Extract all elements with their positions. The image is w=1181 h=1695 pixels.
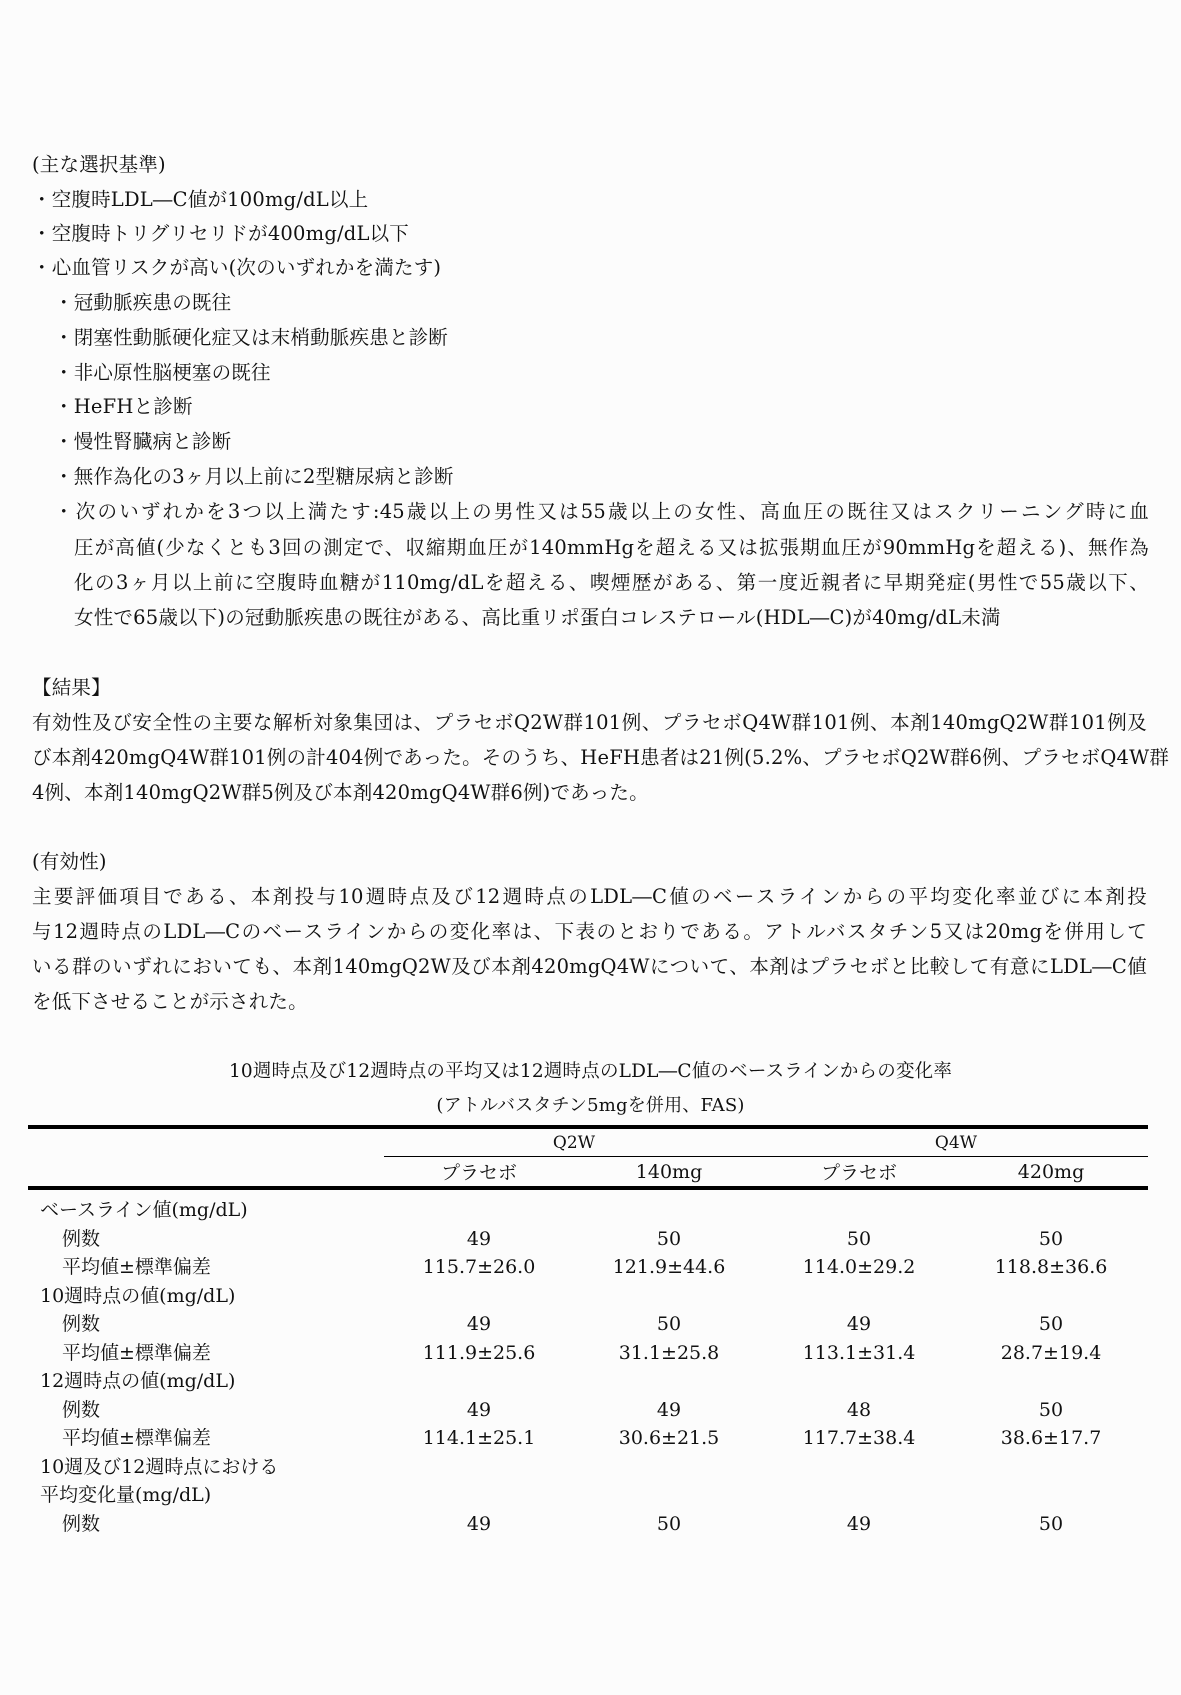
table-row — [28, 1310, 1148, 1339]
criteria-sub-bullet: ・無作為化の3ヶ月以上前に2型糖尿病と診断 — [54, 465, 454, 488]
table-cell — [954, 1453, 1148, 1482]
row-label: 例数 — [62, 1227, 101, 1250]
table-cell: 117.7±38.4 — [802, 1427, 916, 1449]
criteria-bullet: ・空腹時LDL―C値が100mg/dL以上 — [32, 188, 369, 211]
table-cell — [764, 1282, 954, 1311]
row-label: 例数 — [62, 1512, 101, 1535]
table-cell: 50 — [1038, 1227, 1064, 1250]
table-row — [28, 1188, 1148, 1225]
table-cell: 49 — [846, 1313, 872, 1335]
criteria-bullet: ・心血管リスクが高い(次のいずれかを満たす) — [32, 256, 442, 279]
efficacy-paragraph-line: いる群のいずれにおいても、本剤140mgQ2W及び本剤420mgQ4Wについて、本剤はプラセボと比較して有意にLDL―C値 — [32, 955, 1147, 978]
criteria-sub-bullet: ・閉塞性動脈硬化症又は末梢動脈疾患と診断 — [54, 326, 449, 349]
table-cell: 30.6±21.5 — [618, 1427, 720, 1449]
table-cell: 113.1±31.4 — [802, 1341, 916, 1364]
row-label: 平均値±標準偏差 — [62, 1427, 211, 1449]
row-label: 平均値±標準偏差 — [62, 1256, 211, 1278]
criteria-sub-bullet: ・慢性腎臓病と診断 — [54, 430, 232, 453]
table-cell: 49 — [846, 1512, 872, 1535]
results-heading: 【結果】 — [32, 676, 111, 699]
table-cell — [574, 1481, 764, 1510]
table-cell — [764, 1453, 954, 1482]
table-row — [28, 1424, 1148, 1453]
table-cell: 48 — [846, 1398, 872, 1421]
table-cell: 49 — [466, 1227, 492, 1250]
table-row — [28, 1510, 1148, 1539]
table-cell: 50 — [1038, 1512, 1064, 1535]
results-paragraph-line: 有効性及び安全性の主要な解析対象集団は、プラセボQ2W群101例、プラセボQ4W群101例、本剤140mgQ2W群101例及 — [32, 711, 1147, 734]
row-label: 10週及び12週時点における — [40, 1455, 279, 1478]
table-body — [28, 1188, 1148, 1538]
table-cell: 49 — [466, 1398, 492, 1421]
results-paragraph-line: 4例、本剤140mgQ2W群5例及び本剤420mgQ4W群6例)であった。 — [32, 781, 649, 804]
criteria-sub-bullet: ・非心原性脳梗塞の既往 — [54, 361, 271, 384]
group-header-q4w: Q4W — [764, 1127, 1148, 1157]
table-cell: 49 — [466, 1512, 492, 1535]
column-header: 420mg — [954, 1157, 1148, 1189]
table-cell — [764, 1188, 954, 1225]
table-cell — [384, 1453, 574, 1482]
table-cell: 50 — [1038, 1313, 1064, 1335]
results-table — [28, 1125, 1148, 1538]
table-title: 10週時点及び12週時点の平均又は12週時点のLDL―C値のベースラインからの変化率 — [228, 1061, 953, 1082]
row-label: 10週時点の値(mg/dL) — [40, 1284, 236, 1307]
criteria-sub-bullet: ・冠動脈疾患の既往 — [54, 291, 232, 314]
table-cell: 49 — [656, 1398, 682, 1421]
efficacy-paragraph-line: を低下させることが示された。 — [32, 990, 308, 1013]
table-cell: 28.7±19.4 — [1000, 1341, 1102, 1364]
table-cell: 38.6±17.7 — [1000, 1427, 1102, 1449]
table-cell — [954, 1481, 1148, 1510]
row-label: 平均値±標準偏差 — [62, 1341, 211, 1364]
table-cell — [574, 1282, 764, 1311]
criteria-heading: (主な選択基準) — [32, 153, 166, 176]
table-row — [28, 1225, 1148, 1254]
table-cell — [384, 1188, 574, 1225]
table-cell — [384, 1481, 574, 1510]
column-header: プラセボ — [384, 1157, 574, 1189]
efficacy-paragraph-line: 与12週時点のLDL―Cのベースラインからの変化率は、下表のとおりである。アトルバスタチン5又は20mgを併用して — [32, 920, 1147, 943]
criteria-sub-bullet-continuation: 化の3ヶ月以上前に空腹時血糖が110mg/dLを超える、喫煙歴がある、第一度近親者に早期発症(男性で55歳以下、 — [74, 571, 1149, 594]
table-cell — [954, 1282, 1148, 1311]
table-cell: 50 — [1038, 1398, 1064, 1421]
table-cell: 121.9±44.6 — [612, 1256, 726, 1278]
row-label: 平均変化量(mg/dL) — [40, 1484, 212, 1506]
table-cell — [384, 1367, 574, 1396]
row-label: 12週時点の値(mg/dL) — [40, 1370, 236, 1392]
table-cell: 50 — [656, 1512, 682, 1535]
group-header-q2w: Q2W — [384, 1127, 764, 1157]
results-paragraph-line: び本剤420mgQ4W群101例の計404例であった。そのうち、HeFH患者は21例(5.2%、プラセボQ2W群6例、プラセボQ4W群 — [32, 746, 1170, 769]
table-cell: 50 — [846, 1227, 872, 1250]
criteria-sub-bullet-continuation: 女性で65歳以下)の冠動脈疾患の既往がある、高比重リポ蛋白コレステロール(HDL―C)が40mg/dL未満 — [74, 606, 1001, 629]
table-cell: 114.1±25.1 — [422, 1427, 536, 1449]
table-cell — [764, 1481, 954, 1510]
table-cell: 114.0±29.2 — [802, 1256, 916, 1278]
table-cell — [954, 1367, 1148, 1396]
table-cell — [574, 1453, 764, 1482]
criteria-sub-bullet-multiline: ・次のいずれかを3つ以上満たす:45歳以上の男性又は55歳以上の女性、高血圧の既往又はスクリーニング時に血 — [54, 500, 1149, 523]
table-cell: 50 — [656, 1313, 682, 1335]
table-cell: 111.9±25.6 — [422, 1341, 536, 1364]
criteria-sub-bullet-continuation: 圧が高値(少なくとも3回の測定で、収縮期血圧が140mmHgを超える又は拡張期血圧が90mmHgを超える)、無作為 — [74, 536, 1149, 559]
column-header: プラセボ — [764, 1157, 954, 1189]
row-label: 例数 — [62, 1398, 101, 1421]
table-row — [28, 1367, 1148, 1396]
table-corner — [28, 1127, 384, 1157]
criteria-bullet: ・空腹時トリグリセリドが400mg/dL以下 — [32, 222, 410, 245]
efficacy-paragraph-line: 主要評価項目である、本剤投与10週時点及び12週時点のLDL―C値のベースラインからの平均変化率並びに本剤投 — [32, 885, 1147, 908]
table-row — [28, 1253, 1148, 1282]
table-cell: 115.7±26.0 — [422, 1256, 536, 1278]
criteria-sub-bullet: ・HeFHと診断 — [54, 395, 193, 418]
table-cell: 50 — [656, 1227, 682, 1250]
table-cell — [954, 1188, 1148, 1225]
table-row — [28, 1339, 1148, 1368]
row-label: 例数 — [62, 1313, 101, 1335]
efficacy-heading: (有効性) — [32, 850, 107, 873]
table-corner-sub — [28, 1157, 384, 1189]
table-row — [28, 1481, 1148, 1510]
table-cell — [574, 1188, 764, 1225]
table-cell: 49 — [466, 1313, 492, 1335]
table-row — [28, 1282, 1148, 1311]
table-cell: 118.8±36.6 — [994, 1256, 1108, 1278]
table-row — [28, 1453, 1148, 1482]
row-label: ベースライン値(mg/dL) — [40, 1199, 248, 1221]
column-header: 140mg — [574, 1157, 764, 1189]
table-cell — [764, 1367, 954, 1396]
table-row — [28, 1396, 1148, 1425]
table-cell: 31.1±25.8 — [618, 1341, 720, 1364]
table-cell — [574, 1367, 764, 1396]
table-subtitle: (アトルバスタチン5mgを併用、FAS) — [436, 1095, 745, 1116]
table-cell — [384, 1282, 574, 1311]
